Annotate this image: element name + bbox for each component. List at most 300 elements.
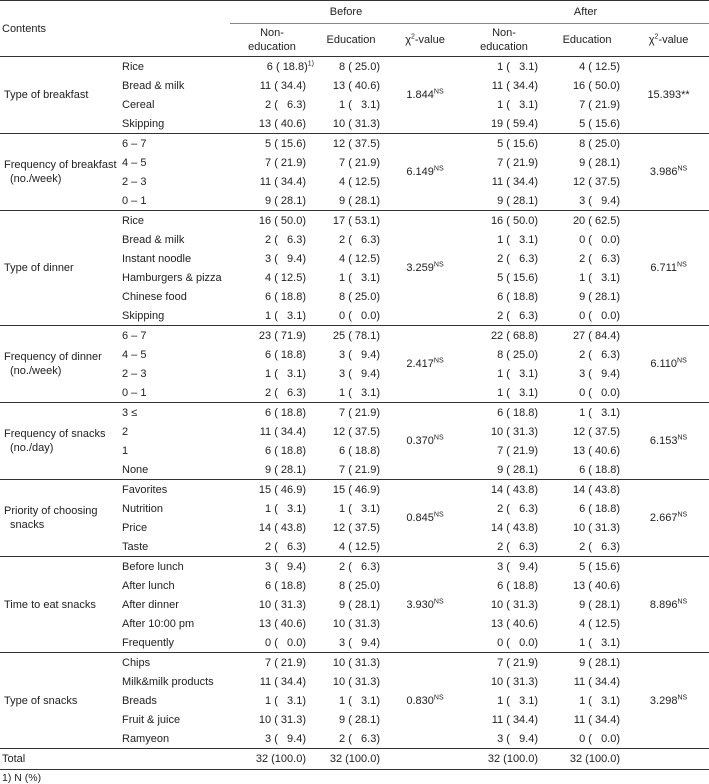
item-label: Skipping: [118, 306, 230, 326]
before-education-cell: 1 ( 3.1): [339, 271, 380, 284]
before-education-cell: 7 ( 21.9): [339, 156, 380, 169]
table-body: [0, 57, 709, 749]
cell-value: 2 ( 6.3): [265, 540, 306, 553]
before-non-education-cell: [230, 518, 314, 537]
chi-symbol: χ: [405, 34, 411, 46]
before-education-cell: 12 ( 37.5): [332, 425, 380, 438]
chi-number: 6.149: [406, 166, 434, 178]
category-label-line: Type of breakfast: [4, 89, 89, 101]
after-chi-value: [628, 57, 709, 134]
category-label-line: (no./day): [10, 442, 54, 454]
before-non-education-cell: [230, 441, 314, 460]
item-label: Milk&milk products: [122, 675, 214, 688]
cell-value: 9 ( 28.1): [265, 194, 306, 207]
after-education-cell: 20 ( 62.5): [572, 214, 621, 227]
chi-number: 6.110: [650, 358, 678, 370]
chi-number: 2.667: [649, 512, 678, 524]
after-non-education-cell: 6 ( 18.8): [497, 290, 539, 303]
table-row: [0, 403, 709, 423]
item-label: Bread & milk: [122, 233, 185, 246]
cell-value: 3 ( 9.4): [265, 252, 306, 265]
after-non-education-cell: 10 ( 31.3): [490, 425, 539, 438]
significance-marker: NS: [433, 434, 444, 442]
significance-marker: NS: [433, 357, 444, 365]
after-non-education-header: [462, 24, 546, 57]
chi-number: 3.259: [406, 262, 434, 274]
before-education-cell: 1 ( 3.1): [339, 98, 380, 111]
cell-value: 3 ( 9.4): [265, 732, 306, 745]
category-label-line: snacks: [10, 519, 45, 531]
after-education-cell: 8 ( 25.0): [579, 137, 621, 150]
before-non-education-cell: [230, 499, 314, 518]
cell-value: 23 ( 71.9): [258, 329, 306, 342]
category-label-line: (no./week): [10, 365, 62, 377]
after-non-education-cell: 11 ( 34.4): [491, 175, 539, 188]
after-non-education-cell: 1 ( 3.1): [497, 233, 539, 246]
footnote: 1) N (%): [2, 772, 42, 784]
after-non-education-cell: 13 ( 40.6): [490, 617, 539, 630]
category-label-line: Priority of choosing: [4, 505, 98, 517]
after-non-education-cell: 11 ( 34.4): [491, 713, 539, 726]
before-education-cell: 4 ( 12.5): [314, 537, 388, 557]
after-education-cell: 12 ( 37.5): [572, 425, 621, 438]
before-education-cell: 7 ( 21.9): [314, 460, 388, 480]
after-education-cell: 4 ( 12.5): [579, 617, 621, 630]
before-non-education-cell: [230, 134, 314, 154]
after-non-education-cell: 14 ( 43.8): [490, 521, 539, 534]
after-education-cell: 13 ( 40.6): [572, 444, 621, 457]
before-header: Before: [230, 1, 462, 24]
cell-value: 1 ( 3.1): [265, 367, 306, 380]
chi-number: 3.298: [649, 694, 678, 707]
after-non-education-cell: 2 ( 6.3): [462, 537, 546, 557]
table-row: [0, 134, 709, 154]
chi-number: 3.986: [649, 166, 678, 178]
item-label: 4 – 5: [122, 348, 147, 361]
chi-sup: 2: [410, 33, 415, 41]
after-non-education-cell: 9 ( 28.1): [462, 191, 546, 211]
after-education-cell: 0 ( 0.0): [546, 383, 628, 403]
before-education-cell: 10 ( 31.3): [332, 617, 380, 630]
cell-value: 6 ( 18.8): [265, 348, 306, 361]
item-label: 2 – 3: [122, 175, 147, 188]
after-non-education-cell: 6 ( 18.8): [497, 579, 539, 592]
after-non-education-cell: 2 ( 6.3): [497, 252, 539, 265]
before-non-education-cell: [230, 460, 314, 480]
after-education-cell: 6 ( 18.8): [579, 502, 621, 515]
total-row: [0, 749, 709, 770]
after-education-cell: 2 ( 6.3): [579, 348, 621, 361]
before-chi-value: [388, 57, 462, 134]
total-after-non-education: 32 (100.0): [462, 749, 546, 770]
item-label: Chips: [122, 656, 151, 669]
before-education-cell: 17 ( 53.1): [332, 214, 380, 227]
after-non-education-cell: 2 ( 6.3): [497, 502, 539, 515]
before-education-cell: 8 ( 25.0): [339, 579, 380, 592]
before-education-cell: 2 ( 6.3): [339, 233, 380, 246]
item-label: Rice: [122, 60, 145, 73]
cell-value: 6 ( 18.8): [265, 444, 306, 457]
before-education-cell: 0 ( 0.0): [314, 306, 388, 326]
item-label: 1: [122, 444, 129, 457]
after-education-cell: 4 ( 12.5): [579, 60, 621, 73]
after-non-education-cell: 11 ( 34.4): [491, 79, 539, 92]
category-label-line: Type of dinner: [4, 262, 74, 274]
footnote-marker: 1): [307, 59, 314, 67]
before-chi-value: [388, 403, 462, 480]
after-non-education-cell: 1 ( 3.1): [497, 98, 539, 111]
item-label: Hamburgers & pizza: [122, 271, 222, 284]
before-non-education-cell: [230, 480, 314, 500]
before-education-cell: 10 ( 31.3): [314, 114, 388, 134]
after-non-education-cell: 14 ( 43.8): [490, 483, 539, 496]
item-label: Chinese food: [122, 290, 187, 303]
before-education-cell: 4 ( 12.5): [339, 175, 380, 188]
chi-suffix: -value: [658, 34, 689, 46]
category-label: [0, 403, 118, 480]
before-non-education-cell: [230, 729, 314, 749]
after-non-education-cell: 3 ( 9.4): [497, 560, 539, 573]
cell-value: 6 ( 18.8): [265, 406, 306, 419]
cell-value: 4 ( 12.5): [265, 271, 306, 284]
item-label: Price: [122, 521, 148, 534]
significance-marker: NS: [433, 693, 444, 701]
significance-marker: NS: [677, 434, 688, 442]
after-non-education-cell: 5 ( 15.6): [497, 271, 539, 284]
category-label-line: Frequency of breakfast: [4, 159, 117, 171]
chi-number: 0.370: [406, 435, 434, 447]
after-chi-header: [628, 24, 709, 57]
before-chi-value: [388, 326, 462, 403]
before-non-education-header: [230, 24, 314, 57]
before-non-education-cell: [230, 403, 314, 423]
significance-marker: NS: [433, 511, 444, 519]
after-education-cell: 3 ( 9.4): [546, 191, 628, 211]
after-non-education-cell: 0 ( 0.0): [462, 633, 546, 653]
cell-value: 11 ( 34.4): [259, 175, 306, 188]
after-education-cell: 1 ( 3.1): [579, 271, 621, 284]
item-label: Favorites: [122, 483, 168, 496]
chi-number: 8.896: [649, 598, 678, 611]
significance-marker: NS: [677, 357, 687, 365]
item-label: Instant noodle: [122, 252, 192, 265]
chi-number: 6.711: [650, 262, 678, 274]
chi-sup: 2: [654, 33, 659, 41]
before-chi-value: [388, 211, 462, 326]
table-row: [0, 480, 709, 500]
cell-value: 15 ( 46.9): [258, 483, 306, 496]
after-education-cell: 7 ( 21.9): [579, 98, 621, 111]
after-non-education-cell: 7 ( 21.9): [497, 156, 539, 169]
after-non-education-cell: 7 ( 21.9): [497, 656, 539, 669]
after-non-education-cell: 1 ( 3.1): [497, 60, 539, 73]
before-non-education-cell: [230, 95, 314, 114]
after-chi-value: [628, 403, 709, 480]
item-label: 0 – 1: [118, 383, 230, 403]
after-non-education-cell: 16 ( 50.0): [490, 214, 539, 227]
category-label-line: Time to eat snacks: [4, 598, 96, 611]
cell-value: 7 ( 21.9): [265, 656, 306, 669]
before-non-education-cell: [230, 306, 314, 326]
before-non-education-cell: [230, 153, 314, 172]
before-non-education-cell: [230, 576, 314, 595]
before-non-education-cell: [230, 672, 314, 691]
cell-value: 1 ( 3.1): [265, 309, 306, 322]
before-education-cell: 1 ( 3.1): [339, 502, 380, 515]
after-education-cell: 16 ( 50.0): [572, 79, 621, 92]
table-row: [0, 326, 709, 346]
item-label: Nutrition: [122, 502, 163, 515]
chi-number: 0.830: [406, 694, 434, 707]
significance-marker: NS: [677, 693, 688, 701]
item-label: Bread & milk: [122, 79, 185, 92]
after-education-cell: 5 ( 15.6): [546, 114, 628, 134]
before-education-cell: 15 ( 46.9): [332, 483, 380, 496]
cell-value: 1 ( 3.1): [265, 694, 306, 707]
before-education-cell: 9 ( 28.1): [314, 191, 388, 211]
after-education-cell: 6 ( 18.8): [546, 460, 628, 480]
contents-header-text: Contents: [2, 22, 47, 35]
table-row: [0, 557, 709, 577]
category-label: [0, 134, 118, 211]
item-label: After dinner: [122, 598, 179, 611]
chi-number: 1.844: [406, 89, 434, 101]
contents-header: [0, 1, 230, 57]
significance-marker: NS: [433, 597, 444, 605]
after-non-education-cell: 6 ( 18.8): [497, 406, 539, 419]
after-non-education-cell: 5 ( 15.6): [497, 137, 539, 150]
significance-marker: NS: [433, 261, 444, 269]
cell-value: 6 ( 18.8): [265, 290, 306, 303]
before-non-education-cell: [230, 326, 314, 346]
before-non-education-cell: [230, 172, 314, 191]
before-chi-header: [388, 24, 462, 57]
after-non-education-cell: 2 ( 6.3): [462, 306, 546, 326]
category-label-line: Frequency of dinner: [4, 351, 102, 363]
after-education-cell: 5 ( 15.6): [579, 560, 621, 573]
item-label: Taste: [118, 537, 230, 557]
cell-value: 10 ( 31.3): [258, 598, 306, 611]
significance-marker: NS: [677, 165, 688, 173]
before-non-education-cell: [230, 614, 314, 633]
table-row: [0, 57, 709, 77]
chi-number: 3.930: [406, 598, 434, 611]
category-label: [0, 653, 118, 749]
category-label: [0, 326, 118, 403]
before-non-education-cell: [230, 249, 314, 268]
category-label: [0, 557, 118, 653]
after-education-cell: 2 ( 6.3): [579, 252, 621, 265]
before-chi-value: [388, 134, 462, 211]
after-education-cell: 3 ( 9.4): [579, 367, 621, 380]
item-label: None: [118, 460, 230, 480]
before-chi-value: [388, 480, 462, 557]
before-education-cell: 2 ( 6.3): [314, 729, 388, 749]
before-non-education-cell: [230, 114, 314, 134]
before-non-education-cell: [230, 76, 314, 95]
before-education-cell: 12 ( 37.5): [332, 137, 380, 150]
item-label: Skipping: [118, 114, 230, 134]
before-non-education-cell: [230, 287, 314, 306]
after-non-education-cell: 1 ( 3.1): [497, 367, 539, 380]
after-education-cell: 27 ( 84.4): [572, 329, 621, 342]
before-non-education-cell: [230, 557, 314, 577]
cell-value: 11 ( 34.4): [259, 79, 306, 92]
before-non-education-cell: [230, 211, 314, 231]
after-education-cell: 9 ( 28.1): [579, 598, 621, 611]
total-label: Total: [0, 749, 230, 770]
after-chi-value: [628, 480, 709, 557]
table-row: [0, 211, 709, 231]
before-education-cell: 8 ( 25.0): [339, 290, 380, 303]
after-education-cell: 1 ( 3.1): [579, 406, 621, 419]
item-label: Fruit & juice: [122, 713, 181, 726]
after-education-cell: 0 ( 0.0): [579, 233, 621, 246]
after-education-cell: 12 ( 37.5): [572, 175, 621, 188]
cell-value: 5 ( 15.6): [265, 137, 306, 150]
before-non-education-cell: [230, 537, 314, 557]
after-non-education-cell: 8 ( 25.0): [497, 348, 539, 361]
category-label: [0, 57, 118, 134]
after-non-education-cell: 1 ( 3.1): [462, 383, 546, 403]
before-chi-value: [388, 557, 462, 653]
after-education-cell: 1 ( 3.1): [579, 694, 621, 707]
after-education-cell: 14 ( 43.8): [572, 483, 621, 496]
non-education-l2: education: [480, 41, 528, 53]
before-non-education-cell: [230, 710, 314, 729]
cell-value: 6 ( 18.8): [265, 579, 306, 592]
cell-value: 11 ( 34.4): [259, 425, 306, 438]
non-education-l1: Non-: [260, 27, 284, 39]
after-non-education-cell: 10 ( 31.3): [490, 675, 539, 688]
after-chi-value: [628, 557, 709, 653]
before-education-cell: 12 ( 37.5): [332, 521, 380, 534]
chi-number: 0.845: [406, 512, 434, 524]
cell-value: 16 ( 50.0): [258, 214, 306, 227]
total-before-chi: [388, 749, 462, 770]
item-label: 4 – 5: [122, 156, 147, 169]
after-non-education-cell: 9 ( 28.1): [462, 460, 546, 480]
after-header: After: [462, 1, 709, 24]
item-label: Frequently: [118, 633, 230, 653]
after-education-cell: 0 ( 0.0): [546, 306, 628, 326]
before-education-cell: 10 ( 31.3): [332, 675, 380, 688]
chi-number: 6.153: [649, 435, 678, 447]
category-label: [0, 480, 118, 557]
after-non-education-cell: 1 ( 3.1): [497, 694, 539, 707]
after-education-cell: 0 ( 0.0): [546, 729, 628, 749]
before-education-cell: 8 ( 25.0): [339, 60, 380, 73]
after-education-cell: 9 ( 28.1): [579, 290, 621, 303]
before-non-education-cell: [230, 595, 314, 614]
before-education-cell: 2 ( 6.3): [339, 560, 380, 573]
table-row: [0, 653, 709, 673]
category-label-line: Frequency of snacks: [4, 428, 106, 440]
before-non-education-cell: [230, 230, 314, 249]
cell-value: 11 ( 34.4): [259, 675, 306, 688]
before-chi-value: [388, 653, 462, 749]
before-non-education-cell: [230, 268, 314, 287]
before-education-cell: 6 ( 18.8): [339, 444, 380, 457]
after-education-cell: 9 ( 28.1): [579, 156, 621, 169]
cell-value: 2 ( 6.3): [265, 386, 306, 399]
before-education-cell: 25 ( 78.1): [332, 329, 380, 342]
item-label: After 10:00 pm: [122, 617, 195, 630]
before-non-education-cell: [230, 633, 314, 653]
total-after-chi: [628, 749, 709, 770]
before-education-cell: 10 ( 31.3): [332, 656, 380, 669]
after-education-cell: 9 ( 28.1): [579, 656, 621, 669]
before-education-cell: 3 ( 9.4): [314, 633, 388, 653]
before-education-cell: 9 ( 28.1): [339, 598, 380, 611]
before-education-cell: 7 ( 21.9): [339, 406, 380, 419]
chi-number: 2.417: [406, 358, 434, 370]
non-education-l2: education: [248, 41, 296, 53]
item-label: Breads: [122, 694, 157, 707]
after-non-education-cell: 10 ( 31.3): [490, 598, 539, 611]
after-chi-value: [628, 653, 709, 749]
before-education-cell: 1 ( 3.1): [314, 383, 388, 403]
after-chi-value: [628, 211, 709, 326]
total-after-education: 32 (100.0): [546, 749, 628, 770]
cell-value: 6 ( 18.8): [266, 60, 308, 73]
before-non-education-cell: [230, 691, 314, 710]
item-label: 3 ≤: [122, 406, 138, 419]
after-education-cell: 13 ( 40.6): [572, 579, 621, 592]
item-label: 0 – 1: [118, 191, 230, 211]
after-education-cell: 1 ( 3.1): [546, 633, 628, 653]
cell-value: 10 ( 31.3): [258, 713, 306, 726]
cell-value: 3 ( 9.4): [265, 560, 306, 573]
item-label: 6 – 7: [122, 329, 147, 342]
item-label: Cereal: [122, 98, 155, 111]
cell-value: 0 ( 0.0): [265, 636, 306, 649]
chi-symbol: χ: [648, 34, 655, 46]
after-non-education-cell: 3 ( 9.4): [462, 729, 546, 749]
cell-value: 9 ( 28.1): [265, 463, 306, 476]
after-non-education-cell: 19 ( 59.4): [462, 114, 546, 134]
cell-value: 13 ( 40.6): [258, 117, 306, 130]
item-label: Rice: [122, 214, 145, 227]
non-education-l1: Non-: [492, 27, 516, 39]
before-education-cell: 1 ( 3.1): [339, 694, 380, 707]
category-label-line: Type of snacks: [4, 694, 78, 707]
before-non-education-cell: [230, 345, 314, 364]
before-education-cell: 3 ( 9.4): [339, 367, 380, 380]
significance-marker: NS: [677, 261, 687, 269]
cell-value: 7 ( 21.9): [265, 156, 306, 169]
item-label: Ramyeon: [118, 729, 230, 749]
cell-value: 1 ( 3.1): [265, 502, 306, 515]
significance-marker: NS: [677, 597, 688, 605]
total-before-education: 32 (100.0): [314, 749, 388, 770]
after-education-cell: 11 ( 34.4): [573, 675, 621, 688]
category-label-line: (no./week): [10, 173, 62, 185]
before-education-cell: 9 ( 28.1): [339, 713, 380, 726]
before-non-education-cell: [230, 653, 314, 673]
after-education-cell: 10 ( 31.3): [572, 521, 621, 534]
after-chi-value: [628, 134, 709, 211]
after-chi-value: [628, 326, 709, 403]
cell-value: 2 ( 6.3): [265, 98, 306, 111]
before-non-education-cell: [230, 364, 314, 383]
significance-marker: NS: [677, 511, 688, 519]
before-education-cell: 13 ( 40.6): [332, 79, 380, 92]
before-education-header: Education: [314, 24, 388, 57]
before-education-cell: 3 ( 9.4): [339, 348, 380, 361]
item-label: 2 – 3: [122, 367, 147, 380]
item-label: After lunch: [122, 579, 175, 592]
